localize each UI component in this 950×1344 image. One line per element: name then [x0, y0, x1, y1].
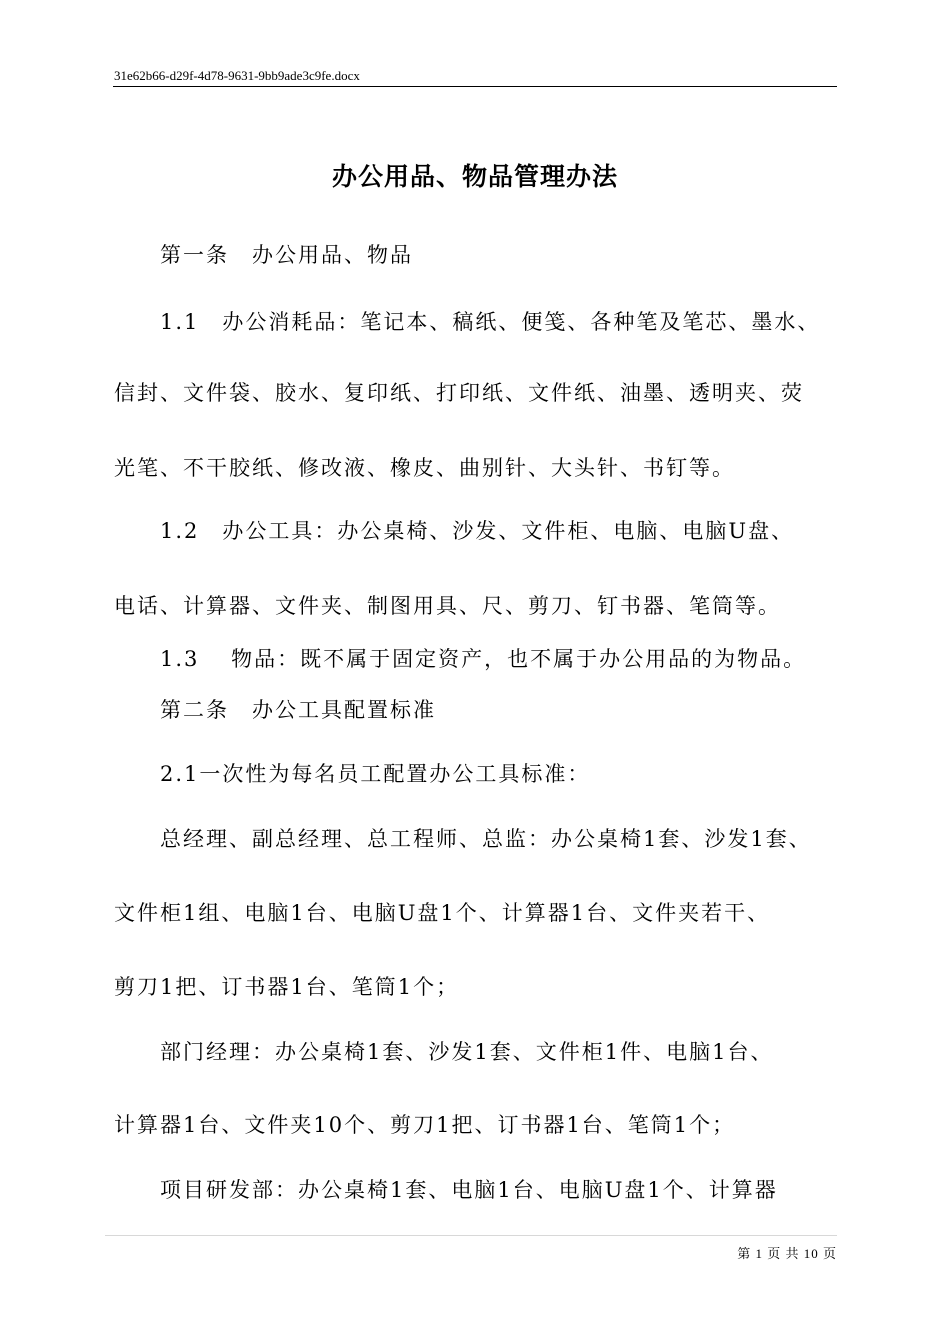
- paragraph-line: 计算器1台、文件夹10个、剪刀1把、订书器1台、笔筒1个；: [114, 1113, 736, 1137]
- document-title: 办公用品、物品管理办法: [331, 162, 618, 191]
- paragraph-line: 1.1 办公消耗品：笔记本、稿纸、便笺、各种笔及笔芯、墨水、: [114, 310, 821, 334]
- article-1-heading: 第一条 办公用品、物品: [114, 243, 413, 267]
- paragraph-line: 电话、计算器、文件夹、制图用具、尺、剪刀、钉书器、笔筒等。: [114, 594, 781, 618]
- paragraph-line: 总经理、副总经理、总工程师、总监：办公桌椅1套、沙发1套、: [114, 827, 812, 851]
- paragraph-line: 1.2 办公工具：办公桌椅、沙发、文件柜、电脑、电脑U盘、: [114, 519, 795, 543]
- paragraph-line: 1.3 物品：既不属于固定资产，也不属于办公用品的为物品。: [114, 647, 807, 671]
- paragraph-line: 项目研发部：办公桌椅1套、电脑1台、电脑U盘1个、计算器: [114, 1178, 778, 1202]
- paragraph-line: 信封、文件袋、胶水、复印纸、打印纸、文件纸、油墨、透明夹、荧: [114, 381, 804, 405]
- paragraph-line: 文件柜1组、电脑1台、电脑U盘1个、计算器1台、文件夹若干、: [114, 901, 771, 925]
- article-2-heading: 第二条 办公工具配置标准: [114, 698, 436, 722]
- page-number: 第 1 页 共 10 页: [737, 1246, 837, 1261]
- footer-divider: [105, 1235, 837, 1236]
- header-divider: [113, 86, 837, 87]
- paragraph-line: 剪刀1把、订书器1台、笔筒1个；: [114, 975, 460, 999]
- paragraph-line: 部门经理：办公桌椅1套、沙发1套、文件柜1件、电脑1台、: [114, 1040, 774, 1064]
- document-filename: 31e62b66-d29f-4d78-9631-9bb9ade3c9fe.docx: [114, 68, 360, 83]
- paragraph-line: 2.1一次性为每名员工配置办公工具标准：: [114, 762, 591, 786]
- paragraph-line: 光笔、不干胶纸、修改液、橡皮、曲别针、大头针、书钉等。: [114, 456, 735, 480]
